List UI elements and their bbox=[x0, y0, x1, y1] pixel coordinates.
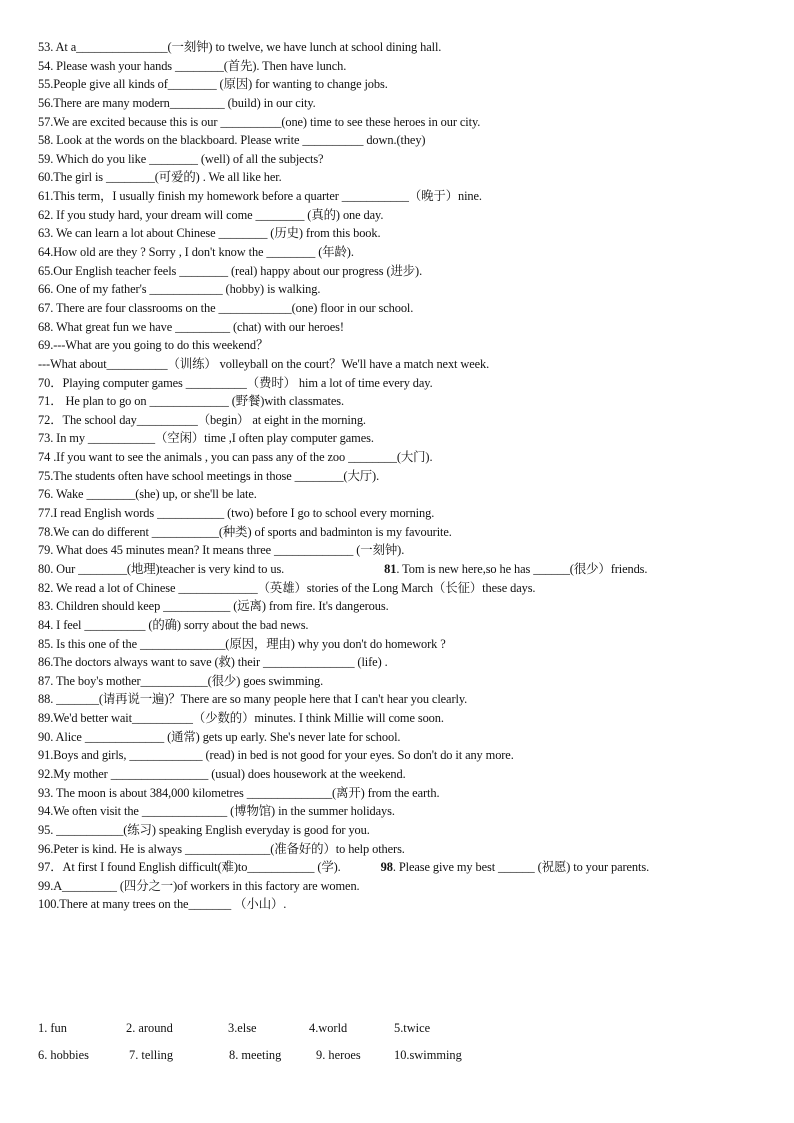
question-line: 74 .If you want to see the animals , you can pass any of the zoo ________(大门). bbox=[38, 450, 433, 465]
question-line: 69.---What are you going to do this weekend？ bbox=[38, 338, 269, 353]
question-line: 82. We read a lot of Chinese _____________（英雄）stories of the Long March（长征）these days. bbox=[38, 580, 536, 595]
question-line: 65.Our English teacher feels ________ (real) happy about our progress (进步). bbox=[38, 263, 423, 278]
question-line: 61.This term，I usually finish my homework before a quarter ___________（晚于）nine. bbox=[38, 189, 482, 204]
question-line: 66. One of my father's ____________ (hobby) is walking. bbox=[38, 282, 321, 297]
question-line: 62. If you study hard, your dream will come ________ (真的) one day. bbox=[38, 207, 384, 222]
question-line-80-81 bbox=[38, 560, 768, 579]
answer-item: 7. telling bbox=[129, 1048, 174, 1062]
question-line: 71． He plan to go on _____________ (野餐)with classmates. bbox=[38, 394, 344, 409]
question-line: 94.We often visit the ______________ (博物馆) in the summer holidays. bbox=[38, 804, 395, 819]
question-80: 80. Our ________(地理)teacher is very kind to us. bbox=[38, 561, 285, 576]
answer-item: 4.world bbox=[309, 1021, 348, 1035]
question-line: 100.There at many trees on the_______ （小山）. bbox=[38, 897, 287, 912]
question-line: 90. Alice _____________ (通常) gets up early. She's never late for school. bbox=[38, 729, 401, 744]
question-line: 79. What does 45 minutes mean? It means three _____________ (一刻钟). bbox=[38, 543, 405, 558]
question-line: 78.We can do different ___________(种类) of sports and badminton is my favourite. bbox=[38, 524, 452, 539]
question-line: 92.My mother ________________ (usual) does housework at the weekend. bbox=[38, 766, 406, 781]
question-line: 84. I feel __________ (的确) sorry about the bad news. bbox=[38, 617, 309, 632]
question-line: 89.We'd better wait__________（少数的）minutes. I think Millie will come soon. bbox=[38, 711, 444, 726]
answer-item: 5.twice bbox=[394, 1021, 431, 1035]
answer-item: 10.swimming bbox=[394, 1048, 462, 1062]
worksheet bbox=[38, 38, 768, 914]
question-97: 97．At first I found English difficult(难)to___________ (学). bbox=[38, 860, 341, 875]
question-line: 83. Children should keep ___________ (远离) from fire. It's dangerous. bbox=[38, 599, 389, 614]
question-line: 87. The boy's mother___________(很少) goes swimming. bbox=[38, 673, 324, 688]
question-line: 93. The moon is about 384,000 kilometres ______________(离开) from the earth. bbox=[38, 785, 440, 800]
question-line: 67. There are four classrooms on the ____________(one) floor in our school. bbox=[38, 300, 414, 315]
question-line: 95. ___________(练习) speaking English everyday is good for you. bbox=[38, 822, 370, 837]
question-line: 58. Look at the words on the blackboard. Please write __________ down.(they) bbox=[38, 133, 426, 148]
answer-item: 6. hobbies bbox=[38, 1048, 89, 1062]
question-98-number: 98 bbox=[380, 860, 393, 875]
question-81: . Tom is new here,so he has ______(很少）friends. bbox=[396, 561, 648, 576]
question-line: 57.We are excited because this is our __________(one) time to see these heroes in our city. bbox=[38, 114, 481, 129]
question-line: 56.There are many modern_________ (build) in our city. bbox=[38, 95, 316, 110]
answer-item: 1. fun bbox=[38, 1021, 67, 1035]
question-81-number: 81 bbox=[384, 561, 397, 576]
question-line: 64.How old are they ? Sorry , I don't know the ________ (年龄). bbox=[38, 245, 354, 260]
question-line: 70．Playing computer games __________（费时） him a lot of time every day. bbox=[38, 375, 433, 390]
answer-item: 3.else bbox=[228, 1021, 257, 1035]
question-line: 53. At a_______________(一刻钟) to twelve, we have lunch at school dining hall. bbox=[38, 40, 442, 54]
question-line: 99.A_________ (四分之一)of workers in this factory are women. bbox=[38, 878, 360, 893]
answer-item: 8. meeting bbox=[229, 1048, 282, 1062]
question-line: 85. Is this one of the ______________(原因，理由) why you don't do homework ? bbox=[38, 636, 446, 651]
question-line: 73. In my ___________（空闲）time ,I often play computer games. bbox=[38, 431, 374, 446]
question-line: 86.The doctors always want to save (救) their _______________ (life) . bbox=[38, 655, 388, 670]
question-98: . Please give my best ______ (祝愿) to your parents. bbox=[392, 860, 650, 875]
question-line: 96.Peter is kind. He is always ______________(准备好的）to help others. bbox=[38, 841, 405, 856]
answer-item: 2. around bbox=[126, 1021, 173, 1035]
question-line-97-98 bbox=[38, 858, 768, 877]
question-line: 63. We can learn a lot about Chinese ________ (历史) from this book. bbox=[38, 226, 381, 241]
question-line: 60.The girl is ________(可爱的) . We all like her. bbox=[38, 170, 282, 185]
question-line: 68. What great fun we have _________ (chat) with our heroes! bbox=[38, 319, 344, 334]
question-line: 77.I read English words ___________ (two) before I go to school every morning. bbox=[38, 506, 435, 521]
question-line: ---What about__________（训练） volleyball on the court？We'll have a match next week. bbox=[38, 356, 490, 371]
question-line: 75.The students often have school meetings in those ________(大厅). bbox=[38, 468, 380, 483]
question-line: 72．The school day__________（begin） at eight in the morning. bbox=[38, 412, 366, 427]
question-line: 55.People give all kinds of________ (原因) for wanting to change jobs. bbox=[38, 77, 388, 92]
question-line: 54. Please wash your hands ________(首先). Then have lunch. bbox=[38, 58, 347, 73]
answer-item: 9. heroes bbox=[316, 1048, 361, 1062]
question-line: 91.Boys and girls, ____________ (read) in bed is not good for your eyes. So don't do it any more. bbox=[38, 748, 514, 763]
question-line: 88. _______(请再说一遍)？There are so many people here that I can't hear you clearly. bbox=[38, 692, 468, 707]
question-line: 59. Which do you like ________ (well) of all the subjects? bbox=[38, 151, 324, 166]
question-line: 76. Wake ________(she) up, or she'll be late. bbox=[38, 487, 257, 502]
